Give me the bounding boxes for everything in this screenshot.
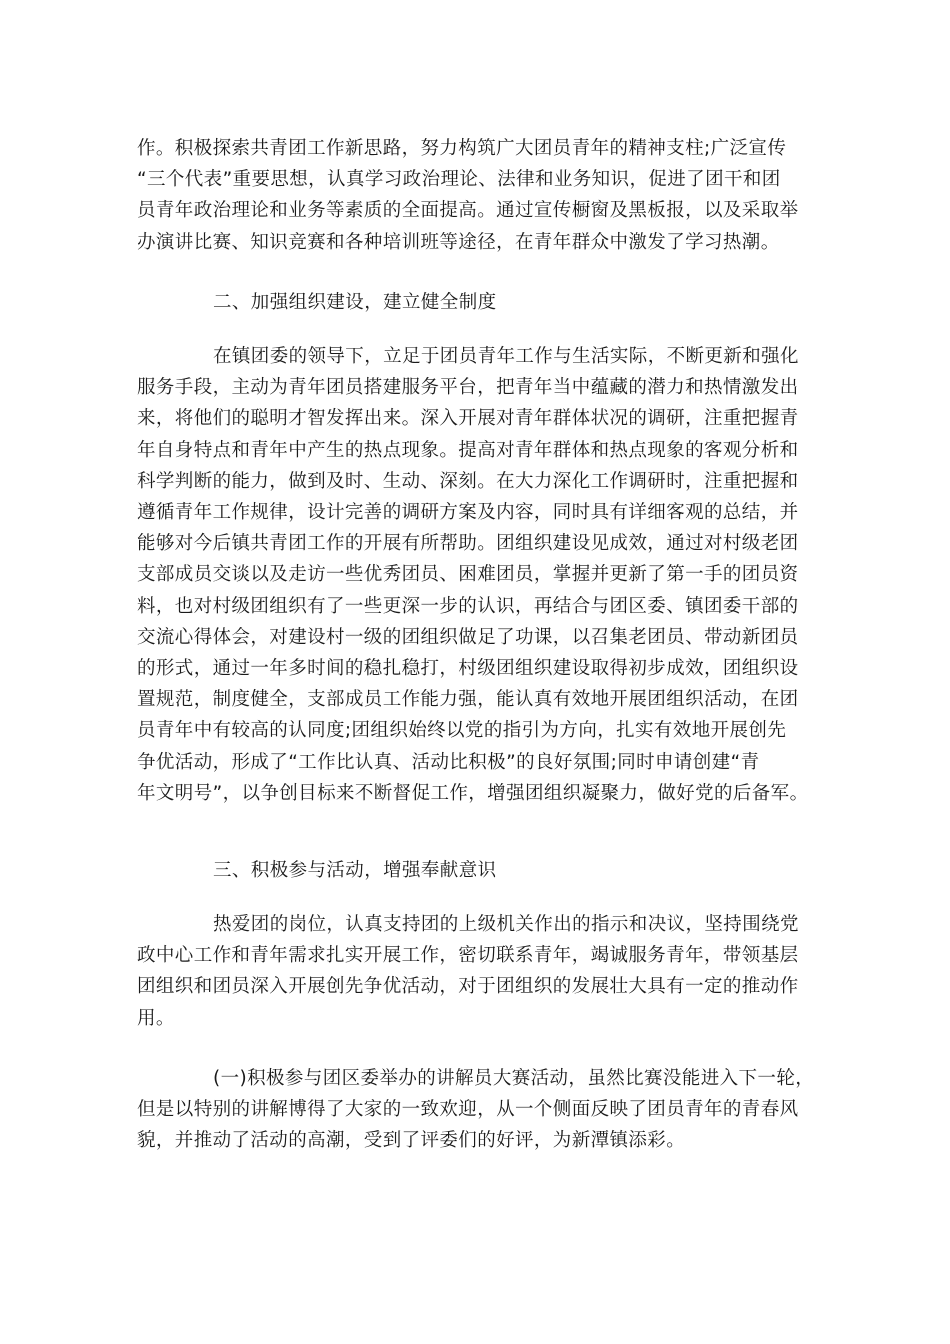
text-line: 办演讲比赛、知识竞赛和各种培训班等途径，在青年群众中激发了学习热潮。 xyxy=(137,231,780,253)
text-line: 的形式，通过一年多时间的稳扎稳打，村级团组织建设取得初步成效，团组织设 xyxy=(137,658,799,680)
text-line: 用。 xyxy=(137,1007,175,1029)
text-line: 科学判断的能力，做到及时、生动、深刻。在大力深化工作调研时，注重把握和 xyxy=(137,470,799,492)
text-line: 貌，并推动了活动的高潮，受到了评委们的好评，为新潭镇添彩。 xyxy=(137,1130,686,1152)
section-heading-activities: 三、积极参与活动，增强奉献意识 xyxy=(213,860,497,881)
text-line: 服务手段，主动为青年团员搭建服务平台，把青年当中蕴藏的潜力和热情激发出 xyxy=(137,377,799,399)
text-line: 在镇团委的领导下，立足于团员青年工作与生活实际，不断更新和强化 xyxy=(213,346,799,367)
text-line: 员青年中有较高的认同度;团组织始终以党的指引为方向，扎实有效地开展创先 xyxy=(137,720,787,742)
text-line: 年文明号”，以争创目标来不断督促工作，增强团组织凝聚力，做好党的后备军。 xyxy=(137,782,809,804)
paragraph-contest xyxy=(137,1063,823,1157)
text-line: 争优活动，形成了“工作比认真、活动比积极”的良好氛围;同时申请创建“青 xyxy=(137,751,760,773)
text-line: 但是以特别的讲解博得了大家的一致欢迎，从一个侧面反映了团员青年的青春风 xyxy=(137,1099,799,1121)
text-line: 团组织和团员深入开展创先争优活动，对于团组织的发展壮大具有一定的推动作 xyxy=(137,976,799,998)
text-line: 置规范，制度健全，支部成员工作能力强，能认真有效地开展团组织活动，在团 xyxy=(137,689,799,711)
text-line: 员青年政治理论和业务等素质的全面提高。通过宣传橱窗及黑板报，以及采取举 xyxy=(137,200,799,222)
text-line: 政中心工作和青年需求扎实开展工作，密切联系青年，竭诚服务青年，带领基层 xyxy=(137,945,799,967)
text-line: 交流心得体会，对建设村一级的团组织做足了功课，以召集老团员、带动新团员 xyxy=(137,626,799,648)
text-line: 遵循青年工作规律，设计完善的调研方案及内容，同时具有详细客观的总结，并 xyxy=(137,502,799,524)
section-heading-organization: 二、加强组织建设，建立健全制度 xyxy=(213,292,497,313)
text-line: 作。积极探索共青团工作新思路，努力构筑广大团员青年的精神支柱;广泛宣传 xyxy=(137,138,787,159)
paragraph-organization xyxy=(137,341,823,809)
text-line: (一)积极参与团区委举办的讲解员大赛活动，虽然比赛没能进入下一轮， xyxy=(213,1068,815,1089)
paragraph-dedication xyxy=(137,909,823,1034)
text-line: “三个代表”重要思想，认真学习政治理论、法律和业务知识，促进了团干和团 xyxy=(137,169,781,191)
text-line: 来，将他们的聪明才智发挥出来。深入开展对青年群体状况的调研，注重把握青 xyxy=(137,408,799,430)
paragraph-study xyxy=(137,133,823,258)
text-line: 热爱团的岗位，认真支持团的上级机关作出的指示和决议，坚持围绕党 xyxy=(213,914,799,935)
text-line: 料，也对村级团组织有了一些更深一步的认识，再结合与团区委、镇团委干部的 xyxy=(137,595,799,617)
text-line: 支部成员交谈以及走访一些优秀团员、困难团员，掌握并更新了第一手的团员资 xyxy=(137,564,799,586)
text-line: 能够对今后镇共青团工作的开展有所帮助。团组织建设见成效，通过对村级老团 xyxy=(137,533,799,555)
text-line: 年自身特点和青年中产生的热点现象。提高对青年群体和热点现象的客观分析和 xyxy=(137,439,799,461)
